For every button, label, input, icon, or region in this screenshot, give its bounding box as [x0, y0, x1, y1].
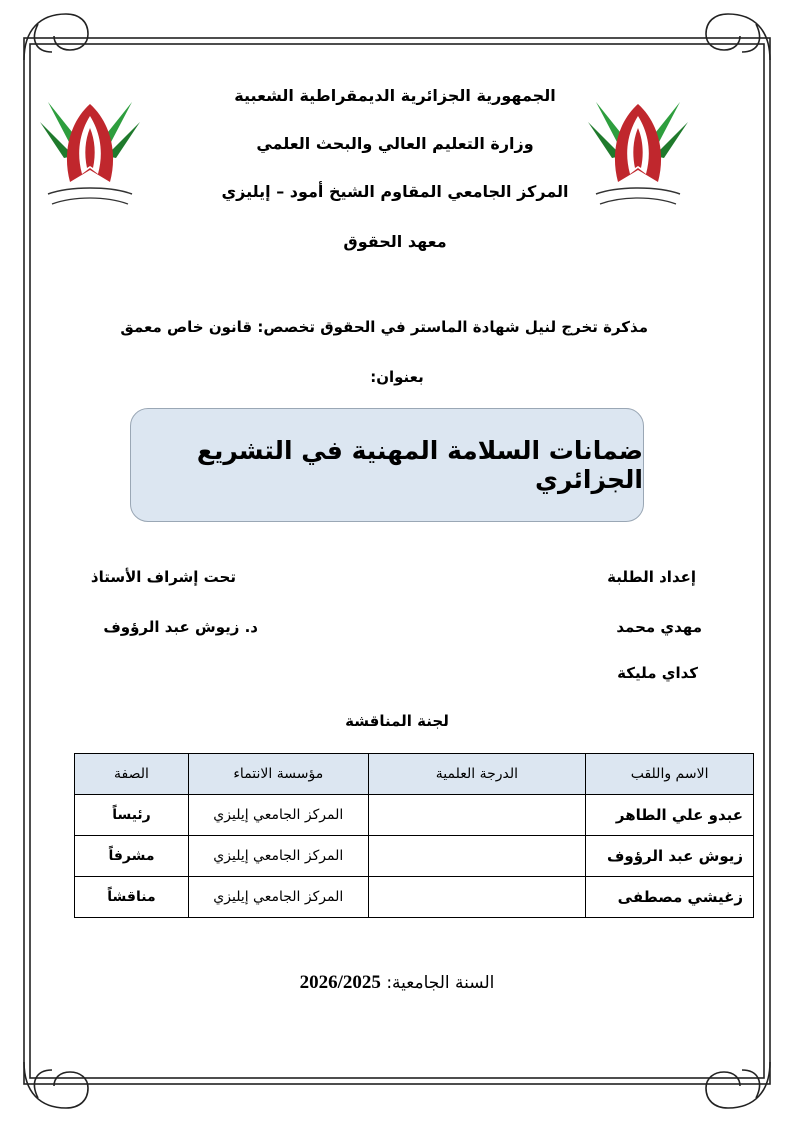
jury-table: [74, 753, 754, 918]
jury-member-institution: المركز الجامعي إيليزي: [188, 877, 368, 918]
table-row: [75, 836, 754, 877]
jury-member-rank: [368, 877, 586, 918]
jury-label: لجنة المناقشة: [345, 712, 449, 730]
supervisor-label: تحت إشراف الأستاذ: [90, 568, 236, 586]
jury-member-name: زيوش عبد الرؤوف: [586, 836, 754, 877]
jury-member-institution: المركز الجامعي إيليزي: [188, 836, 368, 877]
table-row: [75, 877, 754, 918]
student-name-1: مهدي محمد: [616, 618, 702, 636]
center-heading: المركز الجامعي المقاوم الشيخ أمود – إيليزي: [221, 182, 569, 201]
university-logo-left: [40, 82, 140, 212]
academic-year-value: 2026/2025: [299, 972, 381, 993]
institute-heading: معهد الحقوق: [343, 232, 447, 251]
jury-member-name: زغيشي مصطفى: [586, 877, 754, 918]
logo-emblem-icon: [40, 82, 140, 212]
titled-label: بعنوان:: [370, 368, 424, 386]
table-row: [75, 795, 754, 836]
academic-year: [0, 972, 794, 994]
supervisor-name: د. زيوش عبد الرؤوف: [103, 618, 258, 636]
jury-member-rank: [368, 836, 586, 877]
jury-member-institution: المركز الجامعي إيليزي: [188, 795, 368, 836]
jury-member-name: عبدو علي الطاهر: [586, 795, 754, 836]
header-role: الصفة: [75, 754, 189, 795]
republic-heading: الجمهورية الجزائرية الديمقراطية الشعبية: [234, 86, 556, 105]
header-institution: مؤسسة الانتماء: [188, 754, 368, 795]
thesis-title: ضمانات السلامة المهنية في التشريع الجزائري: [196, 436, 643, 494]
jury-member-role: مناقشاً: [75, 877, 189, 918]
header-name: الاسم واللقب: [586, 754, 754, 795]
thesis-title-box: [130, 408, 644, 522]
jury-member-role: مشرفاً: [75, 836, 189, 877]
students-label: إعداد الطلبة: [607, 568, 696, 586]
degree-line: مذكرة تخرج لنيل شهادة الماستر في الحقوق تخصص: قانون خاص معمق: [120, 318, 648, 336]
academic-year-label: السنة الجامعية:: [386, 973, 495, 993]
jury-member-rank: [368, 795, 586, 836]
header-rank: الدرجة العلمية: [368, 754, 586, 795]
student-name-2: كداي مليكة: [617, 664, 698, 682]
ministry-heading: وزارة التعليم العالي والبحث العلمي: [256, 134, 534, 153]
jury-header-row: [75, 754, 754, 795]
jury-member-role: رئيساً: [75, 795, 189, 836]
